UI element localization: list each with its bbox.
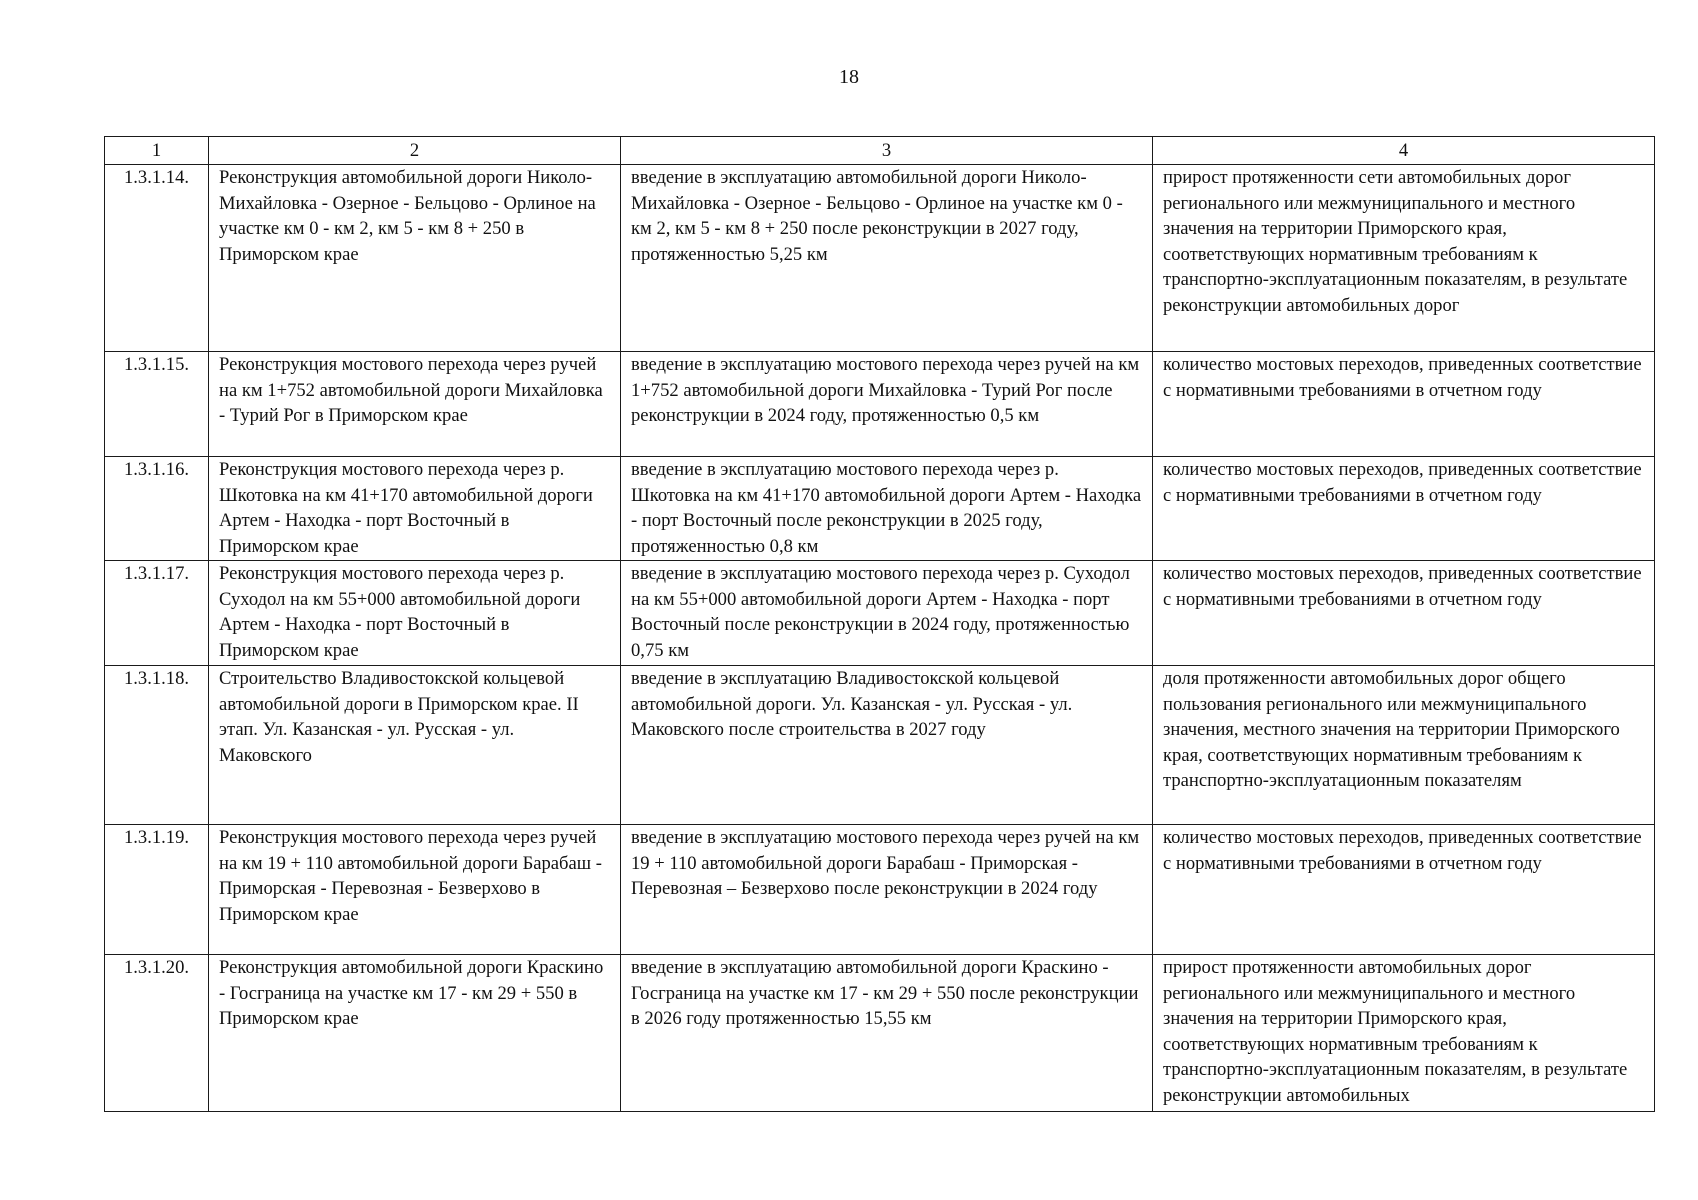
event-cell: Реконструкция автомобильной дороги Краскино - Госграница на участке км 17 - км 29 + 550 в Приморском крае [209, 955, 621, 1112]
indicator-cell: прирост протяженности автомобильных дорог регионального или межмуниципального и местного значения на территории Приморского края, соответствующих нормативным требованиям к транспортно-эксплуатационным показателям, в результате реконструкции автомобильных [1153, 955, 1655, 1112]
indicator-cell: прирост протяженности сети автомобильных дорог регионального или межмуниципального и местного значения на территории Приморского края, соответствующих нормативным требованиям к транспортно-эксплуатационным показателям, в результате реконструкции автомобильных дорог [1153, 165, 1655, 352]
row-number: 1.3.1.14. [105, 165, 209, 352]
table-row [105, 825, 1655, 955]
table-row [105, 955, 1655, 1112]
row-number: 1.3.1.20. [105, 955, 209, 1112]
table-row [105, 457, 1655, 561]
result-cell: введение в эксплуатацию мостового перехода через ручей на км 19 + 110 автомобильной дороги Барабаш - Приморская - Перевозная – Безверхово после реконструкции в 2024 году [621, 825, 1153, 955]
row-number: 1.3.1.19. [105, 825, 209, 955]
measures-table [104, 136, 1655, 1112]
row-number: 1.3.1.17. [105, 561, 209, 666]
event-cell: Реконструкция мостового перехода через ручей на км 19 + 110 автомобильной дороги Барабаш - Приморская - Перевозная - Безверхово в Приморском крае [209, 825, 621, 955]
column-header-3: 3 [621, 137, 1153, 165]
indicator-cell: количество мостовых переходов, приведенных соответствие с нормативными требованиями в отчетном году [1153, 457, 1655, 561]
table-row [105, 352, 1655, 457]
table-row [105, 666, 1655, 825]
page-number: 18 [839, 66, 859, 88]
row-number: 1.3.1.15. [105, 352, 209, 457]
event-cell: Реконструкция мостового перехода через р. Суходол на км 55+000 автомобильной дороги Артем - Находка - порт Восточный в Приморском крае [209, 561, 621, 666]
event-cell: Реконструкция автомобильной дороги Николо-Михайловка - Озерное - Бельцово - Орлиное на участке км 0 - км 2, км 5 - км 8 + 250 в Приморском крае [209, 165, 621, 352]
indicator-cell: количество мостовых переходов, приведенных соответствие с нормативными требованиями в отчетном году [1153, 352, 1655, 457]
row-number: 1.3.1.18. [105, 666, 209, 825]
indicator-cell: количество мостовых переходов, приведенных соответствие с нормативными требованиями в отчетном году [1153, 561, 1655, 666]
result-cell: введение в эксплуатацию Владивостокской кольцевой автомобильной дороги. Ул. Казанская - ул. Русская - ул. Маковского после строительства в 2027 году [621, 666, 1153, 825]
event-cell: Реконструкция мостового перехода через ручей на км 1+752 автомобильной дороги Михайловка - Турий Рог в Приморском крае [209, 352, 621, 457]
indicator-cell: количество мостовых переходов, приведенных соответствие с нормативными требованиями в отчетном году [1153, 825, 1655, 955]
event-cell: Реконструкция мостового перехода через р. Шкотовка на км 41+170 автомобильной дороги Артем - Находка - порт Восточный в Приморском крае [209, 457, 621, 561]
column-header-4: 4 [1153, 137, 1655, 165]
result-cell: введение в эксплуатацию автомобильной дороги Краскино - Госграница на участке км 17 - км 29 + 550 после реконструкции в 2026 году протяженностью 15,55 км [621, 955, 1153, 1112]
table-header-row [105, 137, 1655, 165]
row-number: 1.3.1.16. [105, 457, 209, 561]
column-header-2: 2 [209, 137, 621, 165]
column-header-1: 1 [105, 137, 209, 165]
result-cell: введение в эксплуатацию мостового перехода через ручей на км 1+752 автомобильной дороги Михайловка - Турий Рог после реконструкции в 2024 году, протяженностью 0,5 км [621, 352, 1153, 457]
table-row [105, 561, 1655, 666]
table-row [105, 165, 1655, 352]
result-cell: введение в эксплуатацию автомобильной дороги Николо-Михайловка - Озерное - Бельцово - Орлиное на участке км 0 - км 2, км 5 - км 8 + 250 после реконструкции в 2027 году, протяженностью 5,25 км [621, 165, 1153, 352]
result-cell: введение в эксплуатацию мостового перехода через р. Суходол на км 55+000 автомобильной дороги Артем - Находка - порт Восточный после реконструкции в 2024 году, протяженностью 0,75 км [621, 561, 1153, 666]
indicator-cell: доля протяженности автомобильных дорог общего пользования регионального или межмуниципального значения, местного значения на территории Приморского края, соответствующих нормативным требованиям к транспортно-эксплуатационным показателям [1153, 666, 1655, 825]
result-cell: введение в эксплуатацию мостового перехода через р. Шкотовка на км 41+170 автомобильной дороги Артем - Находка - порт Восточный после реконструкции в 2025 году, протяженностью 0,8 км [621, 457, 1153, 561]
event-cell: Строительство Владивостокской кольцевой автомобильной дороги в Приморском крае. II этап. Ул. Казанская - ул. Русская - ул. Маковского [209, 666, 621, 825]
